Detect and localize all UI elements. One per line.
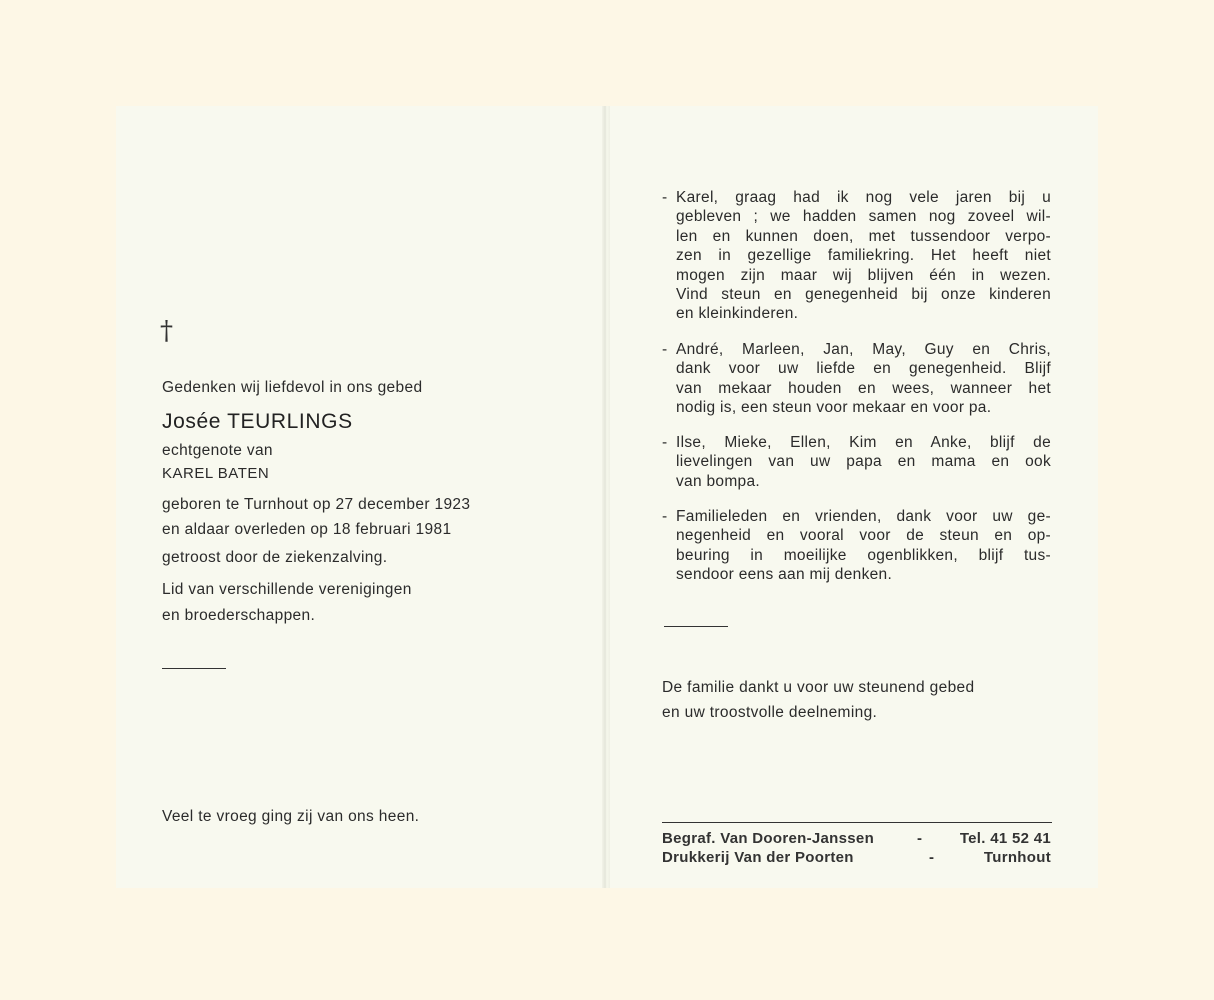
paragraph-line: van mekaar houden en wees, wanneer het — [676, 379, 1051, 397]
intro-text: Gedenken wij liefdevol in ons gebed — [162, 379, 423, 396]
paragraph-husband — [676, 188, 1051, 324]
paragraph-line: Ilse, Mieke, Ellen, Kim en Anke, blijf de — [676, 434, 1051, 451]
right-page — [610, 106, 1098, 888]
bullet-dash: - — [662, 434, 668, 451]
spouse-label: echtgenote van — [162, 442, 273, 459]
cross-icon: † — [160, 316, 173, 346]
divider-line — [162, 668, 226, 669]
paragraph-line: len en kunnen doen, met tussendoor verpo- — [676, 227, 1051, 245]
paragraph-line: lievelingen van uw papa en mama en ook — [676, 453, 1051, 471]
phone-text: Tel. 41 52 41 — [959, 830, 1051, 847]
paragraph-line: gebleven ; we hadden samen nog zoveel wil- — [676, 208, 1051, 226]
paragraph-line: zen in gezellige familiekring. Het heeft niet — [676, 247, 1051, 265]
membership-line-1: Lid van verschillende verenigingen — [162, 581, 412, 598]
paragraph-line: dank voor uw liefde en genegenheid. Blijf — [676, 360, 1051, 378]
paragraph-line: Vind steun en genegenheid bij onze kinderen — [676, 286, 1051, 304]
card-fold — [602, 106, 610, 888]
membership-line-2: en broederschappen. — [162, 607, 316, 624]
paragraph-grandchildren — [676, 433, 1051, 491]
death-text: en aldaar overleden op 18 februari 1981 — [162, 521, 452, 538]
paragraph-line: sendoor eens aan mij denken. — [676, 566, 893, 584]
footer-separator: - — [929, 849, 935, 866]
paragraph-line: mogen zijn maar wij blijven één in wezen. — [676, 266, 1051, 284]
paragraph-children — [676, 340, 1051, 418]
bullet-dash: - — [662, 341, 668, 358]
printer-text: Drukkerij Van der Poorten — [662, 849, 854, 866]
footer-rule — [662, 822, 1052, 823]
memorial-card — [116, 106, 1098, 888]
paragraph-line: nodig is, een steun voor mekaar en voor pa. — [676, 399, 992, 417]
paragraph-family — [676, 507, 1051, 585]
footer-separator: - — [917, 830, 923, 847]
left-page — [116, 106, 602, 888]
closing-text: Veel te vroeg ging zij van ons heen. — [162, 808, 420, 825]
paragraph-line: Karel, graag had ik nog vele jaren bij u — [676, 189, 1051, 206]
sacrament-text: getroost door de ziekenzalving. — [162, 549, 388, 566]
paragraph-line: beuring in moeilijke ogenblikken, blijf tus- — [676, 546, 1051, 564]
paragraph-line: André, Marleen, Jan, May, Guy en Chris, — [676, 341, 1051, 358]
deceased-name: Josée TEURLINGS — [162, 410, 353, 433]
thanks-line-1: De familie dankt u voor uw steunend gebed — [662, 679, 975, 696]
paragraph-line: van bompa. — [676, 472, 760, 490]
bullet-dash: - — [662, 189, 668, 206]
spouse-name: KAREL BATEN — [162, 465, 270, 482]
city-text: Turnhout — [983, 849, 1051, 866]
undertaker-text: Begraf. Van Dooren-Janssen — [662, 830, 875, 847]
paragraph-line: en kleinkinderen. — [676, 305, 799, 323]
divider-line — [664, 626, 728, 627]
thanks-line-2: en uw troostvolle deelneming. — [662, 704, 878, 721]
bullet-dash: - — [662, 508, 668, 525]
paragraph-line: Familieleden en vrienden, dank voor uw ge- — [676, 508, 1051, 525]
birth-text: geboren te Turnhout op 27 december 1923 — [162, 496, 471, 513]
paragraph-line: negenheid en vooral voor de steun en op- — [676, 527, 1051, 545]
